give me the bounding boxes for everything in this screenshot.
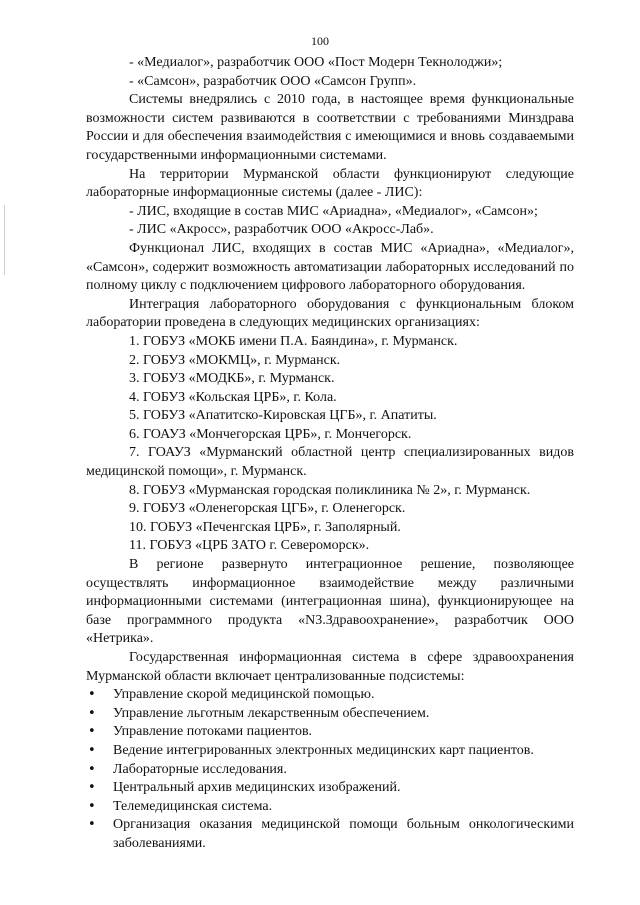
- subsystem-label: Управление потоками пациентов.: [113, 724, 313, 740]
- lis-item: - ЛИС «Акросс», разработчик ООО «Акросс-Лаб».: [129, 222, 434, 238]
- bullet-icon: •: [88, 742, 96, 758]
- organization-item: 10. ГОБУЗ «Печенгская ЦРБ», г. Заполярный.: [129, 519, 401, 535]
- paragraph-region: В регионе развернуто интеграционное решение, позволяющее осуществлять информационное взаимодействие между различными информационными системами (интеграционная шина), функционирующее на базе программного продукта «N3.Здравоохранение», разработчик ООО «Нетрика».: [86, 557, 574, 647]
- subsystem-label: Лабораторные исследования.: [113, 761, 287, 777]
- bullet-icon: •: [88, 687, 96, 703]
- organization-item: 6. ГОАУЗ «Мончегорская ЦРБ», г. Мончегорск.: [129, 426, 412, 442]
- organization-item: 8. ГОБУЗ «Мурманская городская поликлиника № 2», г. Мурманск.: [129, 482, 531, 498]
- subsystem-label: Управление скорой медицинской помощью.: [113, 687, 375, 703]
- subsystems-list: [86, 686, 574, 853]
- bullet-icon: •: [88, 780, 96, 796]
- subsystem-item: [86, 761, 574, 780]
- paragraph-state-system: Государственная информационная система в сфере здравоохранения Мурманской области включает централизованные подсистемы:: [86, 650, 574, 684]
- organizations-list: [86, 333, 574, 556]
- organization-item: 11. ГОБУЗ «ЦРБ ЗАТО г. Североморск».: [129, 538, 370, 554]
- organization-item: 7. ГОАУЗ «Мурманский областной центр специализированных видов медицинской помощи», г. Мурманск.: [86, 445, 574, 480]
- developer-line-samson: - «Самсон», разработчик ООО «Самсон Групп».: [129, 73, 417, 89]
- paragraph-functional: Функционал ЛИС, входящих в состав МИС «Ариадна», «Медиалог», «Самсон», содержит возможность автоматизации лабораторных исследований по полному циклу с подключением цифрового лабораторного оборудования.: [86, 240, 574, 294]
- organization-item: 9. ГОБУЗ «Оленегорская ЦГБ», г. Оленегорск.: [129, 501, 406, 517]
- scan-edge-mark: [4, 205, 5, 275]
- subsystem-item: [86, 779, 574, 798]
- bullet-icon: •: [88, 817, 96, 833]
- organization-item: 3. ГОБУЗ «МОДКБ», г. Мурманск.: [129, 371, 335, 387]
- subsystem-item: [86, 742, 574, 761]
- subsystem-label: Организация оказания медицинской помощи больным онкологическими заболеваниями.: [113, 817, 574, 851]
- subsystem-label: Телемедицинская система.: [113, 798, 273, 814]
- bullet-icon: •: [88, 798, 96, 814]
- organization-item: 5. ГОБУЗ «Апатитско-Кировская ЦГБ», г. Апатиты.: [129, 408, 437, 424]
- subsystem-label: Ведение интегрированных электронных медицинских карт пациентов.: [113, 742, 534, 758]
- subsystem-item: [86, 686, 574, 705]
- organization-item: 1. ГОБУЗ «МОКБ имени П.А. Баяндина», г. Мурманск.: [129, 333, 458, 349]
- subsystem-item: [86, 798, 574, 817]
- developer-line-medialog: - «Медиалог», разработчик ООО «Пост Модерн Текнолоджи»;: [129, 55, 503, 70]
- paragraph-territory: На территории Мурманской области функционируют следующие лабораторные информационные системы (далее - ЛИС):: [86, 166, 574, 201]
- page-number: 100: [311, 34, 329, 48]
- organization-item: 4. ГОБУЗ «Кольская ЦРБ», г. Кола.: [129, 389, 337, 405]
- paragraph-integration: Интеграция лабораторного оборудования с функциональным блоком лаборатории проведена в следующих медицинских организациях:: [86, 296, 574, 331]
- lis-item: - ЛИС, входящие в состав МИС «Ариадна», «Медиалог», «Самсон»;: [129, 203, 538, 219]
- bullet-icon: •: [88, 724, 96, 740]
- subsystem-label: Управление льготным лекарственным обеспечением.: [113, 705, 430, 721]
- subsystem-item: [86, 705, 574, 724]
- organization-item: 2. ГОБУЗ «МОКМЦ», г. Мурманск.: [129, 352, 341, 368]
- subsystem-item: [86, 723, 574, 742]
- paragraph-systems: Системы внедрялись с 2010 года, в настоящее время функциональные возможности систем развиваются в соответствии с требованиями Минздрава России и для обеспечения взаимодействия с имеющимися и вновь создаваемыми государственными информационными системами.: [86, 92, 574, 163]
- subsystem-label: Центральный архив медицинских изображений.: [113, 780, 401, 796]
- subsystem-item: [86, 816, 574, 853]
- bullet-icon: •: [88, 705, 96, 721]
- page-body: [86, 54, 574, 854]
- bullet-icon: •: [88, 761, 96, 777]
